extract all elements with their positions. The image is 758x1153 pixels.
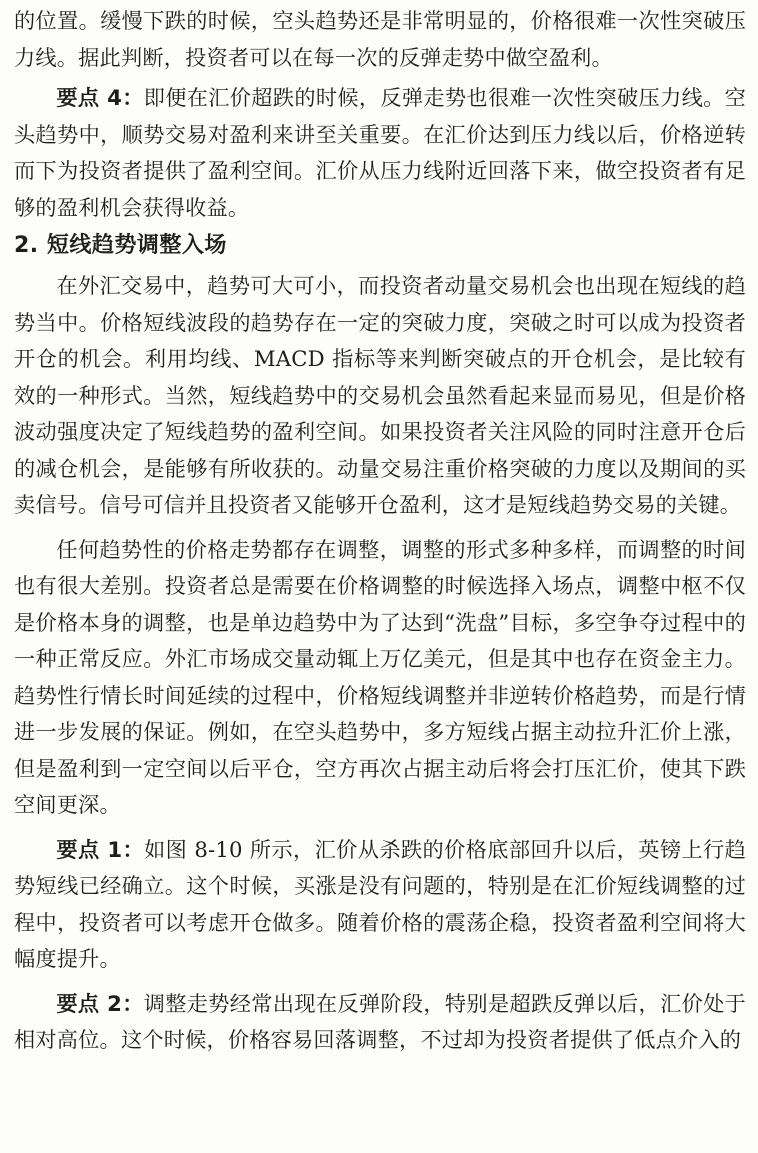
key-point-2-text: 调整走势经常出现在反弹阶段，特别是超跌反弹以后，汇价处于相对高位。这个时候，价格容易回落调整，不过却为投资者提供了低点介入的	[14, 990, 746, 1052]
key-point-1-paragraph	[14, 832, 746, 978]
key-point-2-label: 要点 2：	[56, 990, 144, 1016]
key-point-4-label: 要点 4：	[56, 85, 144, 110]
paragraph-trend-adjustment: 任何趋势性的价格走势都存在调整，调整的形式多种多样，而调整的时间也有很大差别。投资者总是需要在价格调整的时候选择入场点，调整中枢不仅是价格本身的调整，也是单边趋势中为了达到“洗盘”目标，多空争夺过程中的一种正常反应。外汇市场成交量动辄上万亿美元，但是其中也存在资金主力。趋势性行情长时间延续的过程中，价格短线调整并非逆转价格趋势，而是行情进一步发展的保证。例如，在空头趋势中，多方短线占据主动拉升汇价上涨，但是盈利到一定空间以后平仓，空方再次占据主动后将会打压汇价，使其下跌空间更深。	[14, 536, 746, 817]
key-point-4-paragraph	[14, 80, 746, 226]
key-point-1-text: 如图 8-10 所示，汇价从杀跌的价格底部回升以后，英镑上行趋势短线已经确立。这个时候，买涨是没有问题的，特别是在汇价短线调整的过程中，投资者可以考虑开仓做多。随着价格的震荡企稳，投资者盈利空间将大幅度提升。	[14, 836, 746, 971]
section-heading: 2. 短线趋势调整入场	[14, 233, 227, 258]
key-point-4-text: 即便在汇价超跌的时候，反弹走势也很难一次性突破压力线。空头趋势中，顺势交易对盈利来讲至关重要。在汇价达到压力线以后，价格逆转而下为投资者提供了盈利空间。汇价从压力线附近回落下来，做空投资者有足够的盈利机会获得收益。	[14, 85, 746, 220]
key-point-2-paragraph	[14, 986, 746, 1059]
paragraph-short-trend-intro: 在外汇交易中，趋势可大可小，而投资者动量交易机会也出现在短线的趋势当中。价格短线波段的趋势存在一定的突破力度，突破之时可以成为投资者开仓的机会。利用均线、MACD 指标等来判断突破点的开仓机会，是比较有效的一种形式。当然，短线趋势中的交易机会虽然看起来显而易见，但是价格波动强度决定了短线趋势的盈利空间。如果投资者关注风险的同时注意开仓后的减仓机会，是能够有所收获的。动量交易注重价格突破的力度以及期间的买卖信号。信号可信并且投资者又能够开仓盈利，这才是短线趋势交易的关键。	[14, 273, 746, 517]
paragraph-continuation: 的位置。缓慢下跌的时候，空头趋势还是非常明显的，价格很难一次性突破压力线。据此判断，投资者可以在每一次的反弹走势中做空盈利。	[14, 8, 746, 70]
key-point-1-label: 要点 1：	[56, 836, 145, 862]
